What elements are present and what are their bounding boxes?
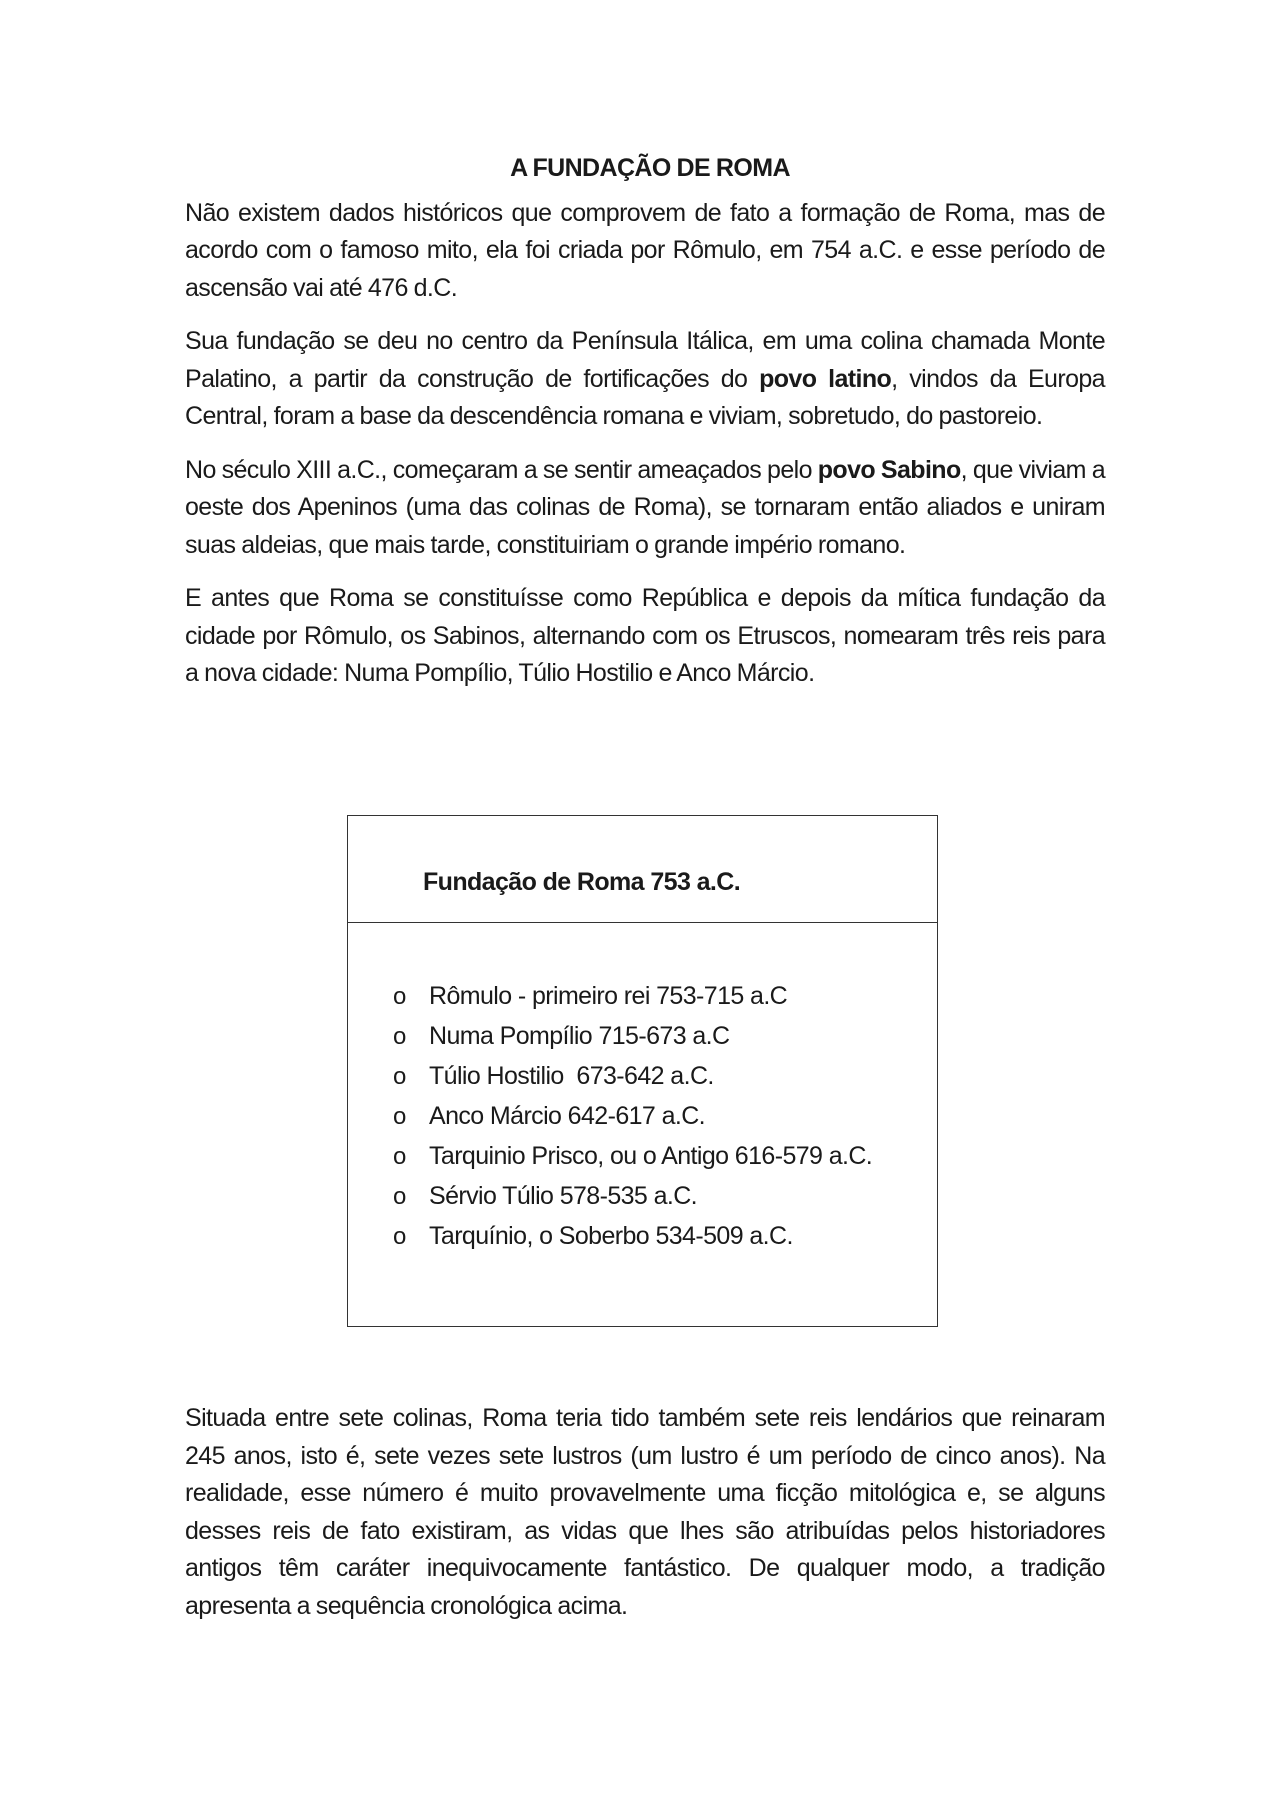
bullet-icon: o (393, 1143, 406, 1170)
paragraph-3-text-start: No século XIII a.C., começaram a se sentir ameaçados pelo (185, 455, 818, 484)
paragraph-1-text: Não existem dados históricos que comprovem de fato a formação de Roma, mas de acordo com o famoso mito, ela foi criada por Rômulo, em 754 a.C. e esse período de ascensão vai até 476 d.C. (185, 198, 1105, 302)
paragraph-3 (185, 452, 1105, 565)
bullet-icon: o (393, 1183, 406, 1210)
kings-list (393, 976, 872, 1256)
king-label: Túlio Hostilio 673-642 a.C. (429, 1062, 714, 1090)
bullet-icon: o (393, 1063, 406, 1090)
paragraph-1 (185, 195, 1105, 308)
paragraph-2 (185, 323, 1105, 436)
king-label: Sérvio Túlio 578-535 a.C. (429, 1182, 698, 1210)
paragraph-2-text-end: , vindos da Europa Central, foram a base da descendência romana e viviam, sobretudo, do pastoreio. (185, 364, 1105, 430)
list-item (393, 1056, 872, 1096)
paragraph-2-bold-term: povo latino (759, 364, 892, 393)
king-label: Numa Pompílio 715-673 a.C (429, 1022, 730, 1050)
paragraph-4 (185, 580, 1105, 693)
bullet-icon: o (393, 983, 406, 1010)
bullet-icon: o (393, 1023, 406, 1050)
list-item (393, 1096, 872, 1136)
king-label: Rômulo - primeiro rei 753-715 a.C (429, 982, 788, 1010)
kings-table-box (347, 815, 938, 1327)
kings-table-header (348, 816, 937, 923)
kings-table-title: Fundação de Roma 753 a.C. (423, 868, 741, 896)
king-label: Tarquínio, o Soberbo 534-509 a.C. (429, 1222, 793, 1250)
paragraph-3-text-end: , que viviam a oeste dos Apeninos (uma das colinas de Roma), se tornaram então aliados e uniram suas aldeias, que mais tarde, constituiriam o grande império romano. (185, 455, 1105, 559)
king-label: Anco Márcio 642-617 a.C. (429, 1102, 706, 1130)
bullet-icon: o (393, 1103, 406, 1130)
paragraph-3-bold-term: povo Sabino (817, 455, 961, 484)
list-item (393, 1216, 872, 1256)
bullet-icon: o (393, 1223, 406, 1250)
document-body (185, 150, 1105, 709)
king-label: Tarquinio Prisco, ou o Antigo 616-579 a.C. (429, 1142, 873, 1170)
list-item (393, 976, 872, 1016)
paragraph-4-text: E antes que Roma se constituísse como República e depois da mítica fundação da cidade por Rômulo, os Sabinos, alternando com os Etruscos, nomearam três reis para a nova cidade: Numa Pompílio, Túlio Hostilio e Anco Márcio. (185, 584, 1105, 687)
list-item (393, 1176, 872, 1216)
list-item (393, 1136, 872, 1176)
list-item (393, 1016, 872, 1056)
closing-paragraph: Situada entre sete colinas, Roma teria tido também sete reis lendários que reinaram 245 anos, isto é, sete vezes sete lustros (um lustro é um período de cinco anos). Na realidade, esse número é muito provavelmente uma ficção mitológica e, se alguns desses reis de fato existiram, as vidas que lhes são atribuídas pelos historiadores antigos têm caráter inequivocamente fantástico. De qualquer modo, a tradição apresenta a sequência cronológica acima. (185, 1404, 1105, 1620)
document-title: A FUNDAÇÃO DE ROMA (510, 154, 790, 182)
paragraph-2-text-start: Sua fundação se deu no centro da Península Itálica, em uma colina chamada Monte Palatino, a partir da construção de fortificações do (185, 327, 1105, 393)
